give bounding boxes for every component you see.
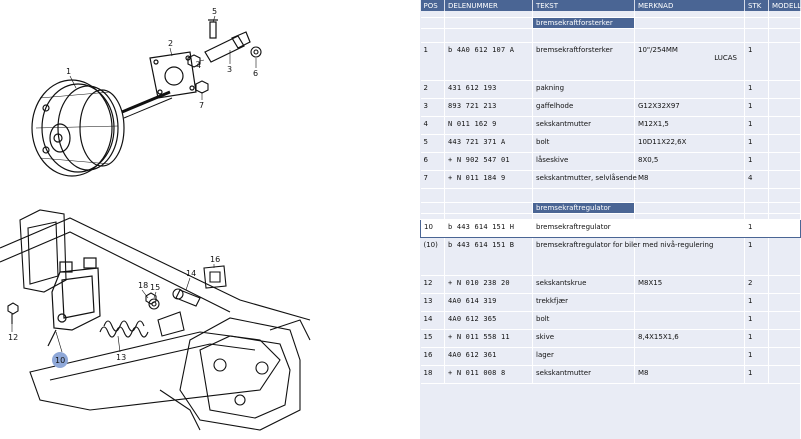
cell-remark: 8X0,5	[635, 152, 745, 170]
callout-4[interactable]: 4	[196, 61, 202, 70]
cell-pos: 10	[421, 219, 445, 237]
cell-part-number: 431 612 193	[445, 80, 533, 98]
cell-model	[769, 80, 801, 98]
callout-13[interactable]: 13	[116, 353, 127, 362]
nut-drawings	[188, 47, 261, 93]
cell-remark	[635, 42, 745, 80]
cell-part-number: 4A0 612 365	[445, 311, 533, 329]
callout-18[interactable]: 18	[138, 281, 149, 290]
cell-description: sekskantmutter	[533, 116, 635, 134]
callout-14[interactable]: 14	[186, 269, 197, 278]
callout-2[interactable]: 2	[168, 39, 174, 48]
cell-part-number: 4A0 614 319	[445, 293, 533, 311]
cell-model	[769, 237, 801, 275]
table-row[interactable]	[421, 311, 801, 329]
table-row[interactable]	[421, 116, 801, 134]
callout-12[interactable]: 12	[8, 333, 19, 342]
cell-description: skive	[533, 329, 635, 347]
cell-model	[769, 293, 801, 311]
cell-pos: 16	[421, 347, 445, 365]
cell-quantity: 1	[745, 293, 769, 311]
parts-table	[420, 0, 801, 384]
cell-quantity: 1	[745, 134, 769, 152]
cell-pos: 12	[421, 275, 445, 293]
cell-pos: 15	[421, 329, 445, 347]
cell-description: sekskantskrue	[533, 275, 635, 293]
gasket-drawing	[150, 52, 196, 98]
cell-remark	[635, 347, 745, 365]
cell-quantity: 1	[745, 116, 769, 134]
cell-model	[769, 365, 801, 383]
cell-pos: 6	[421, 152, 445, 170]
table-row[interactable]	[421, 237, 801, 275]
table-row[interactable]	[421, 152, 801, 170]
section-header-row	[421, 202, 801, 213]
cell-description: trekkfjær	[533, 293, 635, 311]
cell-part-number: + N 011 184 9	[445, 170, 533, 188]
cell-remark: M12X1,5	[635, 116, 745, 134]
cell-quantity: 4	[745, 170, 769, 188]
cell-pos: 18	[421, 365, 445, 383]
cell-quantity: 1	[745, 329, 769, 347]
parts-table-pane	[420, 0, 800, 439]
leader-lines	[12, 16, 259, 352]
cell-part-number: 443 721 371 A	[445, 134, 533, 152]
cell-pos: (10)	[421, 237, 445, 275]
cell-description: bremsekraftforsterker	[533, 42, 635, 80]
cell-remark: G12X32X97	[635, 98, 745, 116]
cell-remark: 10D11X22,6X	[635, 134, 745, 152]
column-header-tekst: TEKST	[533, 0, 635, 11]
cell-description: pakning	[533, 80, 635, 98]
cell-part-number: + N 011 008 8	[445, 365, 533, 383]
callout-10[interactable]: 10	[55, 356, 66, 365]
section-header-row	[421, 17, 801, 28]
cell-part-number: + N 902 547 01	[445, 152, 533, 170]
cell-model	[769, 170, 801, 188]
table-row[interactable]	[421, 170, 801, 188]
table-row[interactable]	[421, 80, 801, 98]
table-body	[421, 11, 801, 383]
cell-pos: 5	[421, 134, 445, 152]
cell-quantity: 2	[745, 275, 769, 293]
cell-quantity: 1	[745, 347, 769, 365]
cell-description: låseskive	[533, 152, 635, 170]
cell-part-number: b 443 614 151 B	[445, 237, 533, 275]
chassis-frame-drawing	[0, 210, 310, 430]
spacer-row	[421, 28, 801, 42]
cell-part-number: 4A0 612 361	[445, 347, 533, 365]
cell-remark: 8,4X15X1,6	[635, 329, 745, 347]
cell-part-number: N 011 162 9	[445, 116, 533, 134]
cell-model	[769, 329, 801, 347]
table-header	[421, 0, 801, 11]
cell-description: bremsekraftregulator	[533, 219, 635, 237]
cell-description: bolt	[533, 134, 635, 152]
table-row[interactable]	[421, 293, 801, 311]
brake-regulator-drawing	[48, 258, 100, 346]
cell-description: lager	[533, 347, 635, 365]
tension-spring-drawing	[100, 321, 148, 337]
callout-5[interactable]: 5	[212, 7, 218, 16]
cell-description: gaffelhode	[533, 98, 635, 116]
cell-pos: 4	[421, 116, 445, 134]
cell-quantity: 1	[745, 219, 769, 237]
cell-pos: 3	[421, 98, 445, 116]
column-header-delenummer: DELENUMMER	[445, 0, 533, 11]
section-title-booster: bremsekraftforsterker	[533, 17, 635, 28]
cell-quantity: 1	[745, 311, 769, 329]
callout-1[interactable]: 1	[66, 67, 72, 76]
cell-model	[769, 219, 801, 237]
table-row[interactable]	[421, 134, 801, 152]
cell-quantity: 1	[745, 365, 769, 383]
spacer-row	[421, 188, 801, 202]
fork-head-drawing	[205, 20, 250, 62]
cell-part-number: b 443 614 151 H	[445, 219, 533, 237]
cell-model	[769, 42, 801, 80]
cell-pos: 1	[421, 42, 445, 80]
table-row-selected[interactable]	[421, 219, 801, 237]
cell-description: sekskantmutter	[533, 365, 635, 383]
column-header-stk: STK	[745, 0, 769, 11]
cell-quantity: 1	[745, 42, 769, 80]
callout-16[interactable]: 16	[210, 255, 221, 264]
remark-main: 10"/254MM	[638, 45, 678, 54]
table-row[interactable]	[421, 329, 801, 347]
cell-model	[769, 311, 801, 329]
cell-description: sekskantmutter, selvlåsende	[533, 170, 635, 188]
cell-remark: M8	[635, 365, 745, 383]
callout-6[interactable]: 6	[253, 69, 259, 78]
cell-part-number: + N 010 238 20	[445, 275, 533, 293]
cell-model	[769, 98, 801, 116]
cell-remark	[635, 293, 745, 311]
cell-model	[769, 116, 801, 134]
brake-booster-drawing	[32, 80, 172, 176]
section-title-regulator: bremsekraftregulator	[533, 202, 635, 213]
table-row[interactable]	[421, 42, 801, 80]
callout-15[interactable]: 15	[150, 283, 161, 292]
cell-remark	[635, 80, 745, 98]
callout-labels	[8, 7, 258, 365]
cell-remark: M8	[635, 170, 745, 188]
cell-description: bremsekraftregulator for biler med nivå-regulering	[533, 237, 635, 275]
cell-pos: 7	[421, 170, 445, 188]
remark-sub: LUCAS	[714, 53, 737, 62]
cell-quantity: 1	[745, 80, 769, 98]
column-header-modell: MODELL	[769, 0, 801, 11]
cell-model	[769, 134, 801, 152]
cell-model	[769, 347, 801, 365]
callout-7[interactable]: 7	[199, 101, 205, 110]
table-row[interactable]	[421, 275, 801, 293]
cell-pos: 2	[421, 80, 445, 98]
cell-quantity: 1	[745, 237, 769, 275]
cell-model	[769, 275, 801, 293]
cell-pos: 14	[421, 311, 445, 329]
cell-remark	[635, 219, 745, 237]
cell-pos: 13	[421, 293, 445, 311]
cell-part-number: + N 011 558 11	[445, 329, 533, 347]
cell-quantity: 1	[745, 98, 769, 116]
cell-remark	[635, 311, 745, 329]
cell-part-number: 893 721 213	[445, 98, 533, 116]
cell-quantity: 1	[745, 152, 769, 170]
column-header-merknad: MERKNAD	[635, 0, 745, 11]
cell-part-number: b 4A0 612 107 A	[445, 42, 533, 80]
table-row[interactable]	[421, 98, 801, 116]
callout-3[interactable]: 3	[227, 65, 233, 74]
cell-remark: M8X15	[635, 275, 745, 293]
cell-model	[769, 152, 801, 170]
table-row[interactable]	[421, 347, 801, 365]
column-header-pos: POS	[421, 0, 445, 11]
cell-description: bolt	[533, 311, 635, 329]
table-row[interactable]	[421, 365, 801, 383]
